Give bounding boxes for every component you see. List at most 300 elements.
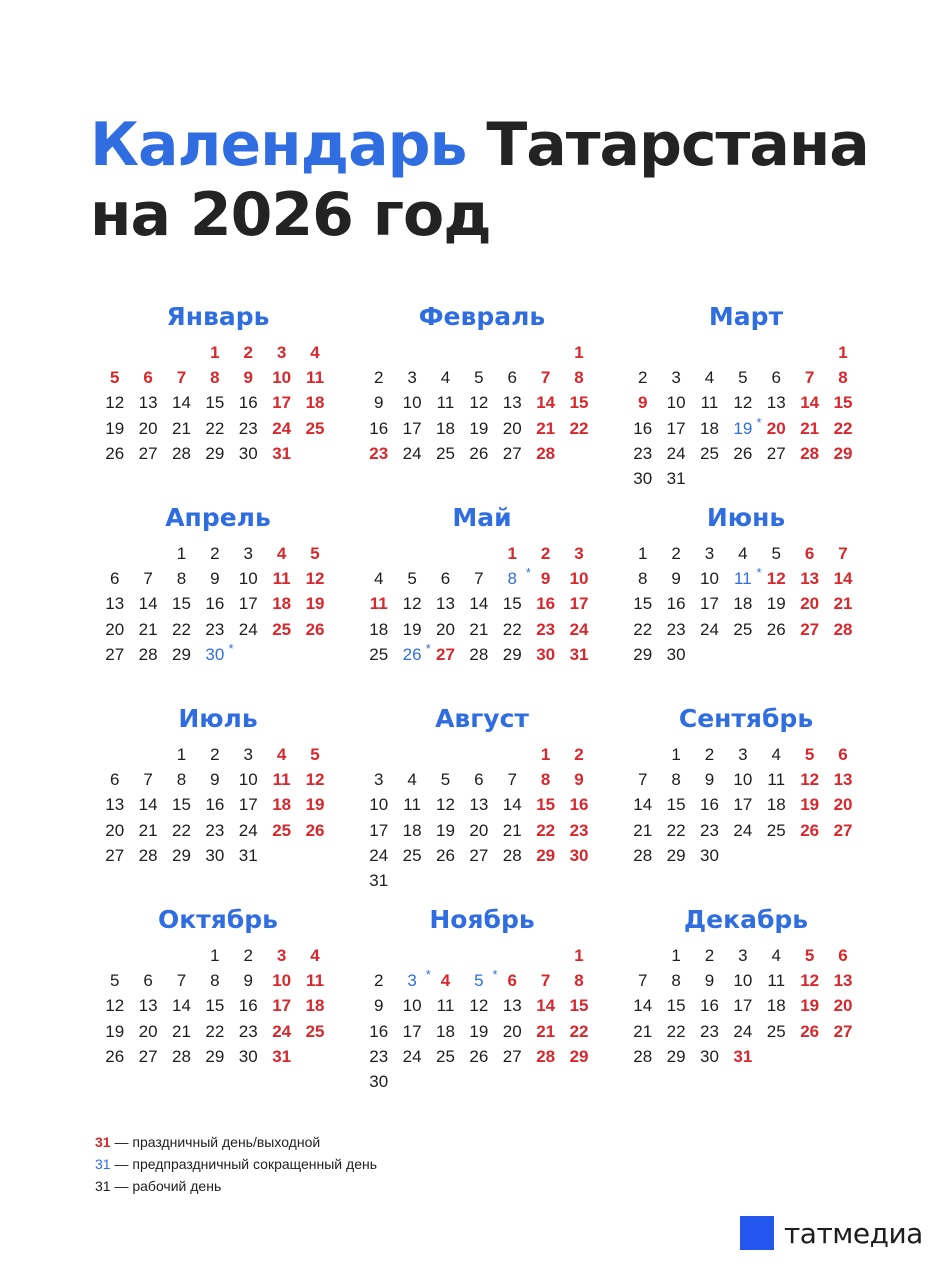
day-cell: 31	[238, 845, 258, 865]
day-cell: 6	[143, 971, 153, 991]
day-cell: 20	[833, 996, 853, 1016]
day-cell: 30	[700, 845, 719, 865]
day-cell: 28	[469, 644, 489, 664]
month-name: Февраль	[418, 302, 546, 331]
day-cell: 11	[700, 393, 719, 413]
month-11	[362, 905, 602, 1094]
day-cell: 26	[766, 619, 786, 639]
day-cell: 8	[671, 971, 681, 991]
day-cell: 1	[574, 343, 584, 362]
day-cell: 21	[800, 418, 820, 438]
month-8	[362, 704, 602, 893]
day-cell: 7	[637, 770, 648, 790]
day-cell: 10	[402, 393, 422, 413]
day-cell: 13	[105, 795, 125, 815]
day-cell: 30	[369, 1071, 389, 1091]
day-cell: 31	[666, 468, 686, 488]
day-cell: 16	[700, 996, 719, 1016]
day-cell: 29	[633, 644, 653, 664]
day-cell: 1	[176, 745, 187, 764]
day-cell: 8	[838, 368, 848, 388]
day-cell: 19	[469, 1021, 489, 1041]
day-cell: 7	[838, 544, 848, 563]
month-grid	[362, 742, 602, 893]
day-cell: 4	[771, 745, 781, 764]
day-cell: 29	[205, 443, 225, 463]
month-name: Май	[452, 503, 512, 532]
day-cell: 29	[569, 1046, 589, 1066]
day-cell: 21	[469, 619, 489, 639]
day-cell: 16	[633, 418, 653, 438]
day-cell: 16	[369, 418, 389, 438]
day-cell: 15	[172, 594, 191, 614]
day-cell: 8	[637, 569, 648, 589]
short-day-star-icon: *	[756, 565, 762, 581]
day-cell: 15	[569, 393, 589, 413]
day-cell: 7	[507, 770, 517, 790]
day-cell: 21	[633, 820, 653, 840]
day-cell: 15	[172, 795, 191, 815]
day-cell: 14	[633, 996, 653, 1016]
day-cell: 24	[369, 845, 389, 865]
day-cell: 3 *	[395, 968, 428, 993]
day-cell: 30	[569, 845, 589, 865]
day-cell: 12	[733, 393, 753, 413]
day-cell: 31	[569, 644, 589, 664]
day-cell: 28	[172, 443, 191, 463]
day-cell: 21	[138, 619, 158, 639]
month-1	[98, 302, 338, 466]
day-cell: 26	[800, 1021, 820, 1041]
short-day-star-icon: *	[425, 640, 431, 656]
day-cell: 5	[738, 368, 748, 388]
day-cell: 2	[637, 368, 648, 388]
legend-work	[95, 1175, 377, 1197]
day-cell: 26	[469, 1046, 489, 1066]
day-cell: 24	[700, 619, 719, 639]
day-cell: 6	[507, 971, 517, 991]
day-cell: 3	[704, 544, 715, 563]
day-cell: 22	[502, 619, 522, 639]
day-cell: 23	[205, 820, 225, 840]
day-cell: 7	[176, 368, 187, 388]
day-cell: 24	[733, 1021, 753, 1041]
day-cell: 7	[474, 569, 484, 589]
day-cell: 4	[704, 368, 715, 388]
page-title	[90, 110, 869, 250]
day-cell: 13	[766, 393, 786, 413]
day-cell: 12	[800, 770, 820, 790]
day-cell: 19	[305, 594, 325, 614]
day-cell: 15	[633, 594, 653, 614]
day-cell: 15	[502, 594, 522, 614]
day-cell: 14	[833, 569, 853, 589]
day-cell: 28	[633, 845, 653, 865]
day-cell: 23	[369, 443, 389, 463]
day-cell: 2	[704, 745, 715, 764]
day-cell: 23	[238, 1021, 258, 1041]
day-cell: 18	[436, 418, 455, 438]
day-cell: 20	[105, 820, 125, 840]
day-cell: 30	[700, 1046, 719, 1066]
month-grid	[626, 742, 866, 868]
title-line-2: на 2026 год	[90, 180, 491, 250]
day-cell: 20	[502, 418, 522, 438]
day-cell: 23	[666, 619, 686, 639]
day-cell: 20	[138, 1021, 158, 1041]
title-rest: Татарстана	[466, 110, 869, 180]
day-cell: 3	[276, 343, 287, 362]
day-cell: 15	[205, 996, 225, 1016]
day-cell: 22	[833, 418, 853, 438]
day-cell: 6	[474, 770, 484, 790]
day-cell: 17	[369, 820, 389, 840]
day-cell: 15	[205, 393, 225, 413]
day-cell: 24	[272, 418, 292, 438]
day-cell: 9	[704, 770, 715, 790]
day-cell: 22	[536, 820, 556, 840]
day-cell: 5	[109, 368, 120, 388]
day-cell: 27	[766, 443, 786, 463]
day-cell: 2	[210, 745, 220, 764]
month-6	[626, 503, 866, 667]
day-cell: 6	[838, 946, 848, 965]
day-cell: 14	[138, 594, 158, 614]
day-cell: 27	[502, 1046, 522, 1066]
day-cell: 3	[407, 368, 417, 388]
month-12	[626, 905, 866, 1069]
month-grid	[362, 340, 602, 466]
day-cell: 29	[172, 644, 191, 664]
day-cell: 13	[436, 594, 455, 614]
day-cell: 6	[771, 368, 781, 388]
day-cell: 2	[243, 946, 253, 965]
day-cell: 18	[272, 795, 292, 815]
day-cell: 6	[507, 368, 517, 388]
day-cell: 8	[210, 368, 220, 388]
month-name: Июль	[178, 704, 258, 733]
month-9	[626, 704, 866, 868]
day-cell: 11	[767, 971, 786, 991]
day-cell: 28	[833, 619, 853, 639]
day-cell: 7	[143, 569, 153, 589]
day-cell: 10	[238, 770, 258, 790]
month-10	[98, 905, 338, 1069]
day-cell: 20	[833, 795, 853, 815]
day-cell: 17	[733, 795, 753, 815]
day-cell: 11	[403, 795, 421, 815]
day-cell: 10	[272, 971, 292, 991]
day-cell: 25	[766, 1021, 786, 1041]
day-cell: 14	[536, 996, 556, 1016]
day-cell: 13	[833, 770, 853, 790]
day-cell: 10	[238, 569, 258, 589]
day-cell: 19	[105, 418, 125, 438]
day-cell: 27	[436, 644, 455, 664]
day-cell: 18	[272, 594, 292, 614]
day-cell: 1	[838, 343, 848, 362]
day-cell: 8	[540, 770, 551, 790]
day-cell: 11	[306, 368, 325, 388]
day-cell: 14	[800, 393, 820, 413]
day-cell: 5	[474, 368, 484, 388]
day-cell: 12	[469, 996, 489, 1016]
day-cell: 5	[804, 745, 815, 764]
day-cell: 25	[436, 1046, 455, 1066]
day-cell: 30	[238, 443, 258, 463]
day-cell: 17	[733, 996, 753, 1016]
day-cell: 4	[310, 946, 320, 965]
day-cell: 6	[109, 770, 120, 790]
month-grid	[98, 742, 338, 868]
day-cell: 8	[176, 569, 187, 589]
day-cell: 26	[105, 443, 125, 463]
legend-holiday-text: — праздничный день/выходной	[110, 1134, 321, 1150]
day-cell: 19	[305, 795, 325, 815]
day-cell: 26	[733, 443, 753, 463]
day-cell: 9	[373, 996, 384, 1016]
day-cell: 16	[666, 594, 686, 614]
day-cell: 12	[800, 971, 820, 991]
day-cell: 10	[733, 971, 753, 991]
day-cell: 27	[138, 1046, 158, 1066]
day-cell: 19	[105, 1021, 125, 1041]
day-cell: 5 *	[462, 968, 495, 993]
month-grid	[362, 943, 602, 1094]
day-cell: 3	[738, 946, 748, 965]
day-cell: 23	[700, 820, 719, 840]
month-name: Июнь	[706, 503, 786, 532]
day-cell: 16	[536, 594, 556, 614]
legend-work-num: 31	[95, 1178, 111, 1194]
day-cell: 12	[436, 795, 455, 815]
day-cell: 30	[536, 644, 556, 664]
day-cell: 5	[407, 569, 417, 589]
day-cell: 22	[172, 619, 191, 639]
day-cell: 27	[469, 845, 489, 865]
legend-short	[95, 1153, 377, 1175]
day-cell: 24	[666, 443, 686, 463]
day-cell: 8	[574, 971, 584, 991]
month-2	[362, 302, 602, 466]
short-day-star-icon: *	[756, 414, 762, 430]
day-cell: 22	[205, 1021, 225, 1041]
day-cell: 1	[507, 544, 517, 563]
day-cell: 19	[800, 795, 820, 815]
day-cell: 5	[310, 544, 320, 563]
day-cell: 13	[800, 569, 820, 589]
day-cell: 27	[800, 619, 820, 639]
month-4	[98, 503, 338, 667]
day-cell: 16	[238, 996, 258, 1016]
day-cell: 17	[700, 594, 719, 614]
day-cell: 18	[305, 996, 325, 1016]
day-cell: 4	[310, 343, 320, 362]
day-cell: 25	[305, 418, 325, 438]
day-cell: 6	[838, 745, 848, 764]
day-cell: 25	[733, 619, 753, 639]
day-cell: 6	[804, 544, 815, 563]
day-cell: 17	[238, 594, 258, 614]
day-cell: 28	[633, 1046, 653, 1066]
day-cell: 27	[833, 820, 853, 840]
day-cell: 26	[436, 845, 455, 865]
day-cell: 10	[733, 770, 753, 790]
title-accent: Календарь	[90, 110, 467, 180]
day-cell: 15	[666, 996, 686, 1016]
day-cell: 24	[733, 820, 753, 840]
day-cell: 28	[800, 443, 820, 463]
title-line-1	[90, 110, 869, 180]
day-cell: 16	[205, 795, 225, 815]
day-cell: 1	[574, 946, 584, 965]
day-cell: 19	[436, 820, 455, 840]
day-cell: 4	[276, 544, 287, 563]
month-5	[362, 503, 602, 667]
month-grid	[626, 340, 866, 491]
day-cell: 21	[172, 418, 191, 438]
day-cell: 13	[138, 393, 158, 413]
day-cell: 5	[771, 544, 781, 563]
day-cell: 24	[402, 443, 422, 463]
day-cell: 27	[105, 845, 125, 865]
day-cell: 30	[205, 845, 225, 865]
day-cell: 18	[766, 795, 786, 815]
day-cell: 29	[833, 443, 853, 463]
day-cell: 20	[502, 1021, 522, 1041]
day-cell: 26 *	[395, 642, 428, 667]
day-cell: 23	[700, 1021, 719, 1041]
day-cell: 23	[369, 1046, 389, 1066]
day-cell: 28	[172, 1046, 191, 1066]
day-cell: 15	[569, 996, 589, 1016]
day-cell: 22	[633, 619, 653, 639]
day-cell: 14	[502, 795, 522, 815]
day-cell: 2	[243, 343, 253, 362]
day-cell: 19	[800, 996, 820, 1016]
day-cell: 16	[205, 594, 225, 614]
day-cell: 11	[369, 594, 388, 614]
day-cell: 14	[469, 594, 489, 614]
month-name: Январь	[166, 302, 270, 331]
day-cell: 25	[305, 1021, 325, 1041]
day-cell: 10	[369, 795, 389, 815]
day-cell: 17	[402, 418, 422, 438]
day-cell: 3	[671, 368, 681, 388]
day-cell: 14	[172, 996, 191, 1016]
month-name: Сентябрь	[678, 704, 814, 733]
day-cell: 12	[469, 393, 489, 413]
day-cell: 5	[310, 745, 320, 764]
day-cell: 29	[172, 845, 191, 865]
day-cell: 3	[243, 544, 253, 563]
day-cell: 28	[536, 443, 556, 463]
day-cell: 22	[172, 820, 191, 840]
day-cell: 2	[704, 946, 715, 965]
day-cell: 22	[666, 820, 686, 840]
day-cell: 8	[210, 971, 220, 991]
day-cell: 9	[671, 569, 681, 589]
legend-work-text: — рабочий день	[110, 1178, 222, 1194]
day-cell: 7	[804, 368, 815, 388]
day-cell: 4	[738, 544, 748, 563]
day-cell: 4	[771, 946, 781, 965]
day-cell: 22	[205, 418, 225, 438]
day-cell: 27	[138, 443, 158, 463]
day-cell: 20	[436, 619, 455, 639]
day-cell: 18	[369, 619, 389, 639]
day-cell: 19	[469, 418, 489, 438]
day-cell: 4	[440, 368, 451, 388]
day-cell: 6	[109, 569, 120, 589]
day-cell: 13	[105, 594, 125, 614]
month-grid	[362, 541, 602, 667]
day-cell: 25	[272, 820, 292, 840]
day-cell: 26	[305, 820, 325, 840]
day-cell: 14	[536, 393, 556, 413]
legend-holiday	[95, 1131, 377, 1153]
day-cell: 13	[138, 996, 158, 1016]
day-cell: 22	[569, 1021, 589, 1041]
day-cell: 11 *	[726, 566, 759, 591]
day-cell: 4	[373, 569, 384, 589]
day-cell: 11	[272, 569, 291, 589]
day-cell: 18	[700, 418, 719, 438]
day-cell: 29	[205, 1046, 225, 1066]
day-cell: 16	[369, 1021, 389, 1041]
day-cell: 13	[502, 996, 522, 1016]
day-cell: 7	[637, 971, 648, 991]
day-cell: 10	[272, 368, 292, 388]
legend	[95, 1131, 377, 1197]
day-cell: 31	[369, 870, 389, 890]
day-cell: 1	[176, 544, 187, 563]
day-cell: 7	[176, 971, 187, 991]
day-cell: 30	[238, 1046, 258, 1066]
day-cell: 12	[766, 569, 786, 589]
day-cell: 20	[469, 820, 489, 840]
day-cell: 28	[502, 845, 522, 865]
day-cell: 9	[540, 569, 551, 589]
day-cell: 2	[574, 745, 584, 764]
day-cell: 16	[238, 393, 258, 413]
day-cell: 9	[210, 770, 220, 790]
day-cell: 8	[574, 368, 584, 388]
day-cell: 10	[666, 393, 686, 413]
day-cell: 6	[440, 569, 451, 589]
day-cell: 15	[666, 795, 686, 815]
day-cell: 14	[633, 795, 653, 815]
day-cell: 18	[402, 820, 422, 840]
day-cell: 30	[633, 468, 653, 488]
brand-square-icon	[740, 1216, 774, 1250]
day-cell: 23	[569, 820, 589, 840]
month-name: Август	[435, 704, 529, 733]
month-7	[98, 704, 338, 868]
day-cell: 3	[373, 770, 384, 790]
day-cell: 11	[436, 996, 455, 1016]
day-cell: 31	[272, 1046, 292, 1066]
short-day-star-icon: *	[425, 967, 431, 983]
day-cell: 13	[833, 971, 853, 991]
day-cell: 17	[238, 795, 258, 815]
day-cell: 21	[536, 1021, 556, 1041]
day-cell: 2	[373, 368, 384, 388]
day-cell: 9	[637, 393, 648, 413]
month-3	[626, 302, 866, 491]
day-cell: 4	[440, 971, 451, 991]
day-cell: 29	[666, 1046, 686, 1066]
